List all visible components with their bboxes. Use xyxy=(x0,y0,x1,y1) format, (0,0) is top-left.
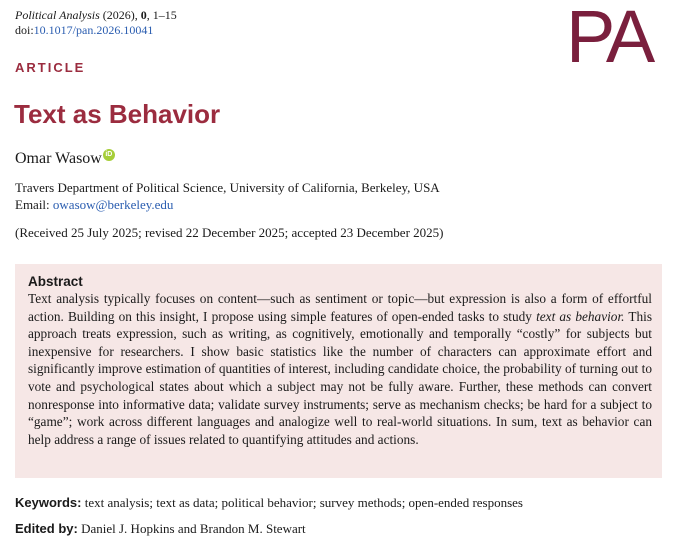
author-name: Omar Wasow xyxy=(15,150,102,167)
journal-logo: PA xyxy=(566,0,652,78)
doi-prefix: doi: xyxy=(15,23,34,37)
keywords-line xyxy=(15,495,523,511)
article-title: Text as Behavior xyxy=(14,99,221,129)
journal-volume: 0 xyxy=(140,8,147,22)
abstract-box xyxy=(15,264,662,478)
abstract-emphasis: text as behavior. xyxy=(536,308,625,324)
email-link[interactable]: owasow@berkeley.edu xyxy=(52,197,174,212)
abstract-text-part1: Text analysis typically focuses on content—such as sentiment or topic—but expression is also a form of effortful action. Building on this insight, I propose using simple features of open-ended tasks to study xyxy=(28,291,652,324)
author-line xyxy=(15,150,115,168)
doi-link[interactable]: 10.1017/pan.2026.10041 xyxy=(33,23,154,37)
abstract-text-part2: This approach treats expression, such as writing, as cognitively, emotionally and temporally “costly” for subjects but inexpensive for researchers. I show basic statistics like the number of characters can approximate effort and significantly improve estimation of quantities of interest, including candidate choice, the probability of turning out to vote and psychological states about which a subject may not be fully aware. Further, these methods can convert nonresponse into informative data; validate survey instruments; serve as mechanism checks; be hard for a subject to “game”; work across different languages and analogize well to real-world situations. In sum, text as behavior can help address a range of issues related to quantifying attitudes and actions. xyxy=(28,308,653,447)
email-line xyxy=(15,197,173,213)
doi-line xyxy=(15,23,153,38)
orcid-icon[interactable]: iD xyxy=(103,149,115,161)
received-dates: (Received 25 July 2025; revised 22 December 2025; accepted 23 December 2025) xyxy=(15,225,444,240)
journal-name: Political Analysis xyxy=(15,8,100,22)
journal-pages: , 1–15 xyxy=(146,8,177,22)
abstract-heading: Abstract xyxy=(28,274,83,289)
edited-label: Edited by: xyxy=(15,521,78,536)
section-label: ARTICLE xyxy=(15,60,86,75)
author-affiliation: Travers Department of Political Science, University of California, Berkeley, USA xyxy=(15,180,440,195)
keywords-list: text analysis; text as data; political behavior; survey methods; open-ended responses xyxy=(81,495,523,510)
keywords-label: Keywords: xyxy=(15,495,82,510)
edited-by-line xyxy=(15,521,306,537)
journal-year: (2026), xyxy=(99,8,141,22)
email-label: Email: xyxy=(15,197,53,212)
editors-list: Daniel J. Hopkins and Brandon M. Stewart xyxy=(77,521,306,536)
abstract-text xyxy=(28,290,652,448)
journal-citation xyxy=(15,8,177,23)
